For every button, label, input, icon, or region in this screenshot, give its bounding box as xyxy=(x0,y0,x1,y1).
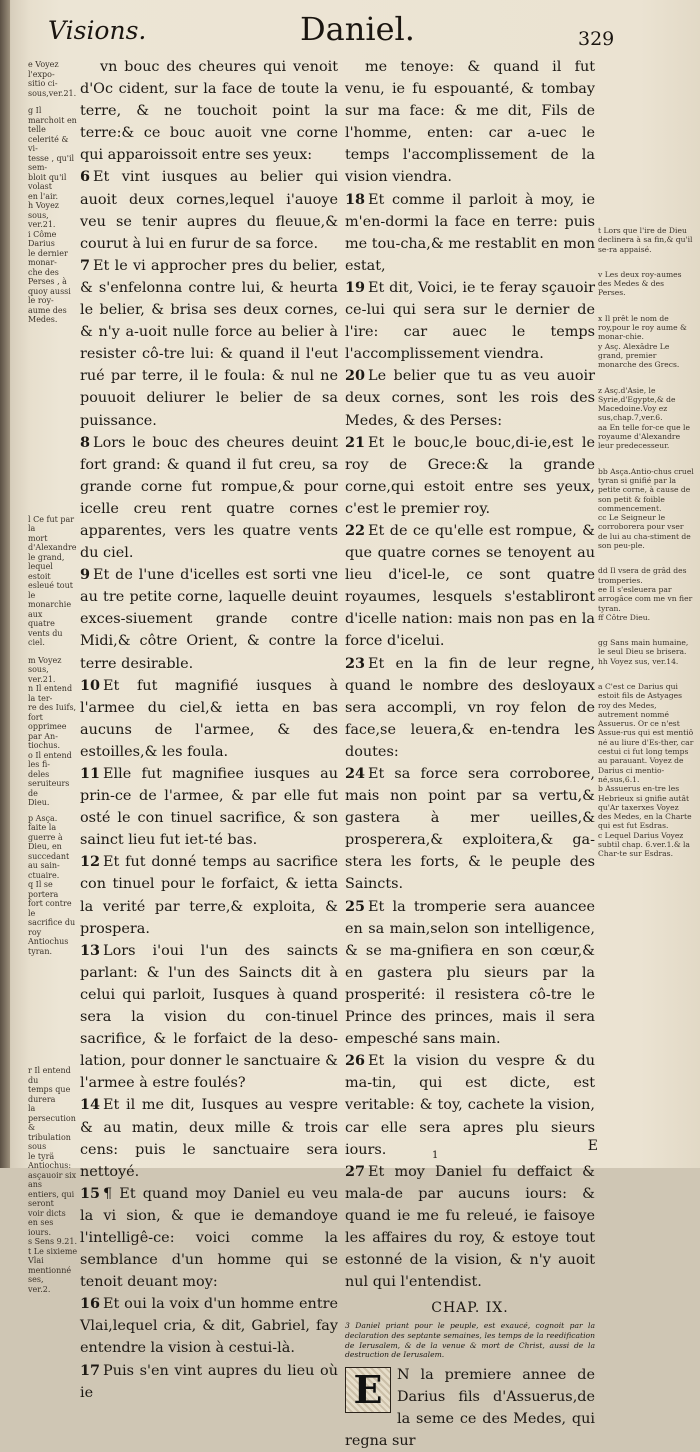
verse-text: Puis s'en vint aupres du lieu où ie xyxy=(80,1362,338,1401)
margin-note: v Les deux roy-aumes des Medes & des Perses. xyxy=(598,269,682,298)
chapter-summary: 3 Daniel priant pour le peuple, est exaucé, cognoit par la declaration des septante semaines, les temps de la reedification de Ierusalem, & de la venue & mort de Christ, aussi de la destruction de Ierusalem. xyxy=(345,1321,595,1360)
verse xyxy=(80,56,338,166)
verse-number: 22 xyxy=(345,521,366,539)
page-number: 329 xyxy=(578,28,615,50)
margin-note: dd Il vsera de grâd des tromperies. ee Il s'esleuera par arrogâce com me vn fier tyran. ff Côtre Dieu. xyxy=(598,566,693,622)
verse-number: 7 xyxy=(80,256,91,274)
verse-number: 17 xyxy=(80,1361,101,1379)
verse-text: Et il me dit, Iusques au vespre & au matin, deux mille & trois cens: puis le sanctuaire sera nettoyé. xyxy=(80,1097,338,1180)
verse-number: 26 xyxy=(345,1052,366,1070)
verse-number: 8 xyxy=(80,433,91,451)
verse xyxy=(80,255,338,432)
verse-text: Et comme il parloit à moy, ie m'en-dormi la face en terre: puis me tou-cha,& me restablit en mon estat, xyxy=(345,191,595,274)
verse-number: 27 xyxy=(345,1162,366,1180)
verse-number: 25 xyxy=(345,897,366,915)
catchword: E xyxy=(587,1138,598,1154)
verse-number: 11 xyxy=(80,765,101,782)
verse xyxy=(345,1050,595,1160)
running-head-title: Daniel. xyxy=(300,10,415,48)
verse-text: Et sa force sera corroboree, mais non point par sa vertu,& gastera à mer ueilles,& prosperera,& exploitera,& ga-stera les forts, & le peuple des Saincts. xyxy=(345,766,595,893)
decorated-initial: E xyxy=(345,1367,391,1413)
verse-text: Et la tromperie sera auancee en sa main,selon son intelligence, & se ma-gnifiera en son cœur,& en gastera plu sieurs par la prosperité: il resistera cô-tre le Prince des princes, mais il sera empesché sans main. xyxy=(345,898,595,1048)
verse-text: Et de ce qu'elle est rompue, & que quatre cornes se tenoyent au lieu d'icel-le, ce sont quatre royaumes, lesquels s'establiront d'icelle nation: mais non pas en la force d'icelui. xyxy=(345,522,595,650)
margin-note: e Voyez l'expo- sitio ci- sous,ver.21. xyxy=(28,60,77,98)
verse xyxy=(80,1293,338,1359)
verse-text: Et en la fin de leur regne, quand le nombre des desloyaux sera accompli, vn roy felon de face,se leuera,& en-tendra les doutes: xyxy=(345,655,595,760)
right-text-column xyxy=(345,56,595,1452)
margin-note: gg Sans main humaine, le seul Dieu se brisera. hh Voyez sus, ver.14. xyxy=(598,638,689,666)
margin-note: r Il entend du temps que durera la persecution & tribulation sous le tyrä Antiochus: asçauoir six ans entiers, qui seront voir dicts en ses iours. s Sens 9.21. t Le sixieme Vlai mentionné ses, ver.2. xyxy=(28,1066,78,1294)
verse-text: Et dit, Voici, ie te feray sçauoir ce-lui qui sera sur le dernier de l'ire: car auec le temps l'accomplissement viendra. xyxy=(345,279,595,363)
verse-text: vn bouc des cheures qui venoit d'Oc cident, sur la face de toute la terre, & ne touchoit point la terre:& ce bouc auoit vne corne qui apparoissoit entre ses yeux: xyxy=(80,59,338,164)
margin-note: z Asç.d'Asie, le Syrie,d'Egypte,& de Macedoine.Voy ez sus,chap.7,ver.6. aa En telle for-ce que le royaume d'Alexandre leur predecesseur. xyxy=(598,385,690,451)
verse-text: Lors le bouc des cheures deuint fort grand: & quand il fut creu, sa grande corne fut rompue,& pour icelle creu rent quatre cornes apparentes, vers les quatre vents du ciel. xyxy=(80,434,338,562)
verse-number: 9 xyxy=(80,566,91,584)
verse xyxy=(345,56,595,189)
verse-number: 16 xyxy=(80,1295,101,1313)
margin-note: x Il prêt le nom de roy,pour le roy aume & monar-chie. y Asç. Alexâdre Le grand, premier monarche des Grecs. xyxy=(598,313,687,370)
verse-text: Lors i'oui l'un des saincts parlant: & l'un des Saincts dit à celui qui parloit, Iusques à quand sera la vision du con-tinuel sacrifice, & le forfaict de la deso-lation, pour donner le sanctuaire & l'armee à estre foulés? xyxy=(80,942,338,1092)
verse-text: Et le bouc,le bouc,di-ie,est le roy de Grece:& la grande corne,qui estoit entre ses yeux, c'est le premier roy. xyxy=(345,434,595,517)
right-margin-notes xyxy=(598,226,694,1026)
verse-text: Et le vi approcher pres du belier, & s'enfelonna contre lui, & heurta le belier, & brisa ses deux cornes, & n'y a-uoit nulle force au belier à resister cô-tre lui: & quand il l'eut rué par terre, il le foula: & nul ne pouuoit deliurer le belier de sa puissance. xyxy=(80,257,338,429)
verse xyxy=(345,653,595,763)
verse-number: 15 xyxy=(80,1184,101,1202)
left-margin-notes xyxy=(28,60,78,1294)
verse xyxy=(80,1183,338,1293)
verse-number: 13 xyxy=(80,941,101,959)
signature-mark: 1 xyxy=(432,1150,439,1161)
verse-number: 23 xyxy=(345,654,366,672)
verse xyxy=(80,564,338,674)
verse xyxy=(345,189,595,277)
verse-text: Elle fut magnifiee iusques au prin-ce de l'armee, & par elle fut osté le con tinuel sacrifice, & son sainct lieu fut iet-té bas. xyxy=(80,766,338,849)
verse-text: Et la vision du vespre & du ma-tin, qui est dicte, est veritable: & toy, cachete la vision, car elle sera apres plu sieurs iours. xyxy=(345,1053,595,1158)
verse xyxy=(80,675,338,763)
verse-text: Et fut donné temps au sacrifice con tinuel pour le forfaict, & ietta la verité par terre,& exploita, & prospera. xyxy=(80,854,338,937)
chapter-opening xyxy=(345,1364,595,1452)
verse-number: 14 xyxy=(80,1096,101,1114)
margin-note: m Voyez sous, ver.21. n Il entend la ter- re des Iuifs, fort opprimee par An- tiochus. o Il entend les fi- deles seruiteurs de Dieu. xyxy=(28,655,77,807)
verse-text: ¶ Et quand moy Daniel eu veu la vi sion, & que ie demandoye l'intelligê-ce: voici comme la semblance d'un homme qui se tenoit deuant moy: xyxy=(80,1185,338,1291)
verse-text: Le belier que tu as veu auoir deux cornes, sont les rois des Medes, & des Perses: xyxy=(345,368,595,429)
verse xyxy=(345,763,595,896)
verse-text: Et de l'une d'icelles est sorti vne au tre petite corne, laquelle deuint exces-siuement grande contre Midi,& côtre Orient, & contre la terre desirable. xyxy=(80,567,338,672)
verse-number: 10 xyxy=(80,676,101,694)
verse-text: Et fut magnifié iusques à l'armee du ciel,& ietta en bas aucuns de l'armee, & des estoilles,& les foula. xyxy=(80,677,338,760)
verse xyxy=(80,166,338,254)
verse-number: 24 xyxy=(345,765,366,782)
verse xyxy=(345,520,595,653)
verse xyxy=(345,1161,595,1294)
margin-note: p Asça. faite la guerre à Dieu, en succedant au sain- ctuaire. q Il se portera fort contre le sacrifice du roy Antiochus tyran. xyxy=(28,813,76,956)
book-spine xyxy=(0,0,10,1168)
verse xyxy=(80,763,338,851)
verse xyxy=(80,851,338,939)
verse xyxy=(345,432,595,520)
chapter-heading: CHAP. IX. xyxy=(431,1300,509,1317)
verse xyxy=(345,365,595,431)
verse-number: 21 xyxy=(345,433,366,451)
margin-note: g Il marchoit en telle celerité & vi- tesse , qu'il sem- bloit qu'il volast en l'air. h Voyez sous, ver.21. i Côme Darius le dernier monar- che des Perses , à quoy aussi le roy- aume des Medes. xyxy=(28,106,77,324)
verse-text: me tenoye: & quand il fut venu, ie fu espouanté, & tombay sur ma face: & me dit, Fils de l'homme, enten: car a-uec le temps l'accomplissement de la vision viendra. xyxy=(345,59,595,186)
verse xyxy=(80,1094,338,1182)
verse xyxy=(345,277,595,365)
verse-number: 18 xyxy=(345,190,366,208)
margin-note: t Lors que l'ire de Dieu declinera à sa fin,& qu'il se-ra appaisé. xyxy=(598,226,693,254)
verse-number: 19 xyxy=(345,278,366,296)
left-text-column xyxy=(80,56,338,1404)
verse xyxy=(80,1360,338,1404)
verse-text: Et oui la voix d'un homme entre Vlai,lequel cria, & dit, Gabriel, fay entendre la vision à cestui-là. xyxy=(80,1296,338,1357)
running-head-left: Visions. xyxy=(48,16,147,45)
verse-text: Et vint iusques au belier qui auoit deux cornes,lequel i'auoye veu se tenir aupres du fleuue,& courut à lui en furur de sa force. xyxy=(80,169,338,252)
verse xyxy=(80,432,338,565)
verse-text: Et moy Daniel fu deffaict & mala-de par aucuns iours: & quand ie me fu releué, ie faisoye les affaires du roy, & estoye tout estonné de la vision, & n'y auoit nul qui l'entendist. xyxy=(345,1163,595,1291)
verse-number: 20 xyxy=(345,367,366,385)
right-column-verses xyxy=(345,56,595,1293)
verse xyxy=(345,896,595,1051)
margin-note: l Ce fut par la mort d'Alexandre le grand, lequel estoit esleué tout le monarchie aux quatre vents du ciel. xyxy=(28,514,77,647)
verse xyxy=(80,940,338,1095)
verse-number: 12 xyxy=(80,853,101,871)
chapter-opening-text: N la premiere annee de Darius fils d'Assuerus,de la seme ce des Medes, qui regna sur xyxy=(345,1366,595,1449)
margin-note: bb Asça.Antio-chus cruel tyran si gnifié par la petite corne, à cause de son petit & foible commencement. cc Le Seigneur le corroborera pour vser de lui au cha-stiment de son peu-ple. xyxy=(598,466,694,551)
verse-number: 6 xyxy=(80,168,91,186)
margin-note: a C'est ce Darius qui estoit fils de Astyages roy des Medes, autrement nommé Assuerus. Or ce n'est Assue-rus qui est mentiô né au liure d'Es-ther, car cestui ci fut long temps au parauant. Voyez de Darius ci mentio-né,sus,6.1. b Assuerus en-tre les Hebrieux si gnifie autât qu'Ar taxerxes Voyez des Medes, en la Charte qui est fut Esdras. c Lequel Darius Voyez subtil chap. 6.ver.1.& la Char-te sur Esdras. xyxy=(598,681,694,859)
